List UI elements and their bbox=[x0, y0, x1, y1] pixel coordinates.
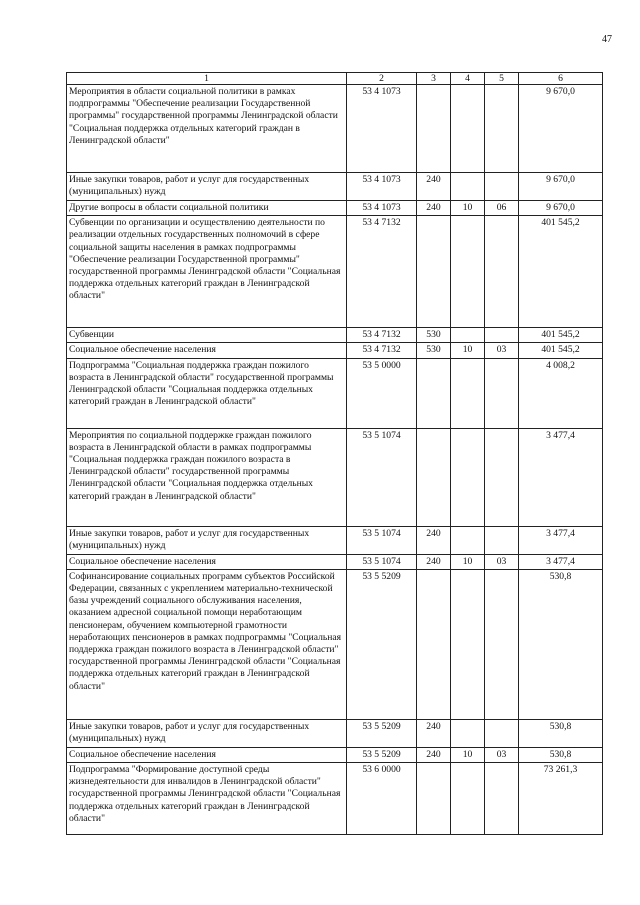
row-sum: 73 261,3 bbox=[519, 763, 603, 835]
row-rz bbox=[451, 428, 485, 526]
row-sum: 9 670,0 bbox=[519, 201, 603, 216]
row-name: Иные закупки товаров, работ и услуг для государственных (муниципальных) нужд bbox=[67, 719, 347, 747]
row-pr bbox=[485, 569, 519, 719]
table-row bbox=[67, 201, 603, 216]
column-header: 4 bbox=[451, 73, 485, 85]
row-name: Иные закупки товаров, работ и услуг для государственных (муниципальных) нужд bbox=[67, 173, 347, 201]
row-vr bbox=[417, 763, 451, 835]
row-sum: 530,8 bbox=[519, 719, 603, 747]
row-pr: 03 bbox=[485, 554, 519, 569]
row-sum: 4 008,2 bbox=[519, 358, 603, 428]
row-code: 53 5 5209 bbox=[347, 569, 417, 719]
row-code: 53 4 1073 bbox=[347, 173, 417, 201]
row-name: Мероприятия в области социальной политики в рамках подпрограммы "Обеспечение реализации Государственной программы" государственной программы Ленинградской области "Социальная поддержка отдельных категорий граждан в Ленинградской области" bbox=[67, 85, 347, 173]
row-rz: 10 bbox=[451, 201, 485, 216]
row-vr: 530 bbox=[417, 328, 451, 343]
row-vr: 240 bbox=[417, 747, 451, 762]
row-code: 53 4 7132 bbox=[347, 216, 417, 328]
row-pr: 06 bbox=[485, 201, 519, 216]
row-pr bbox=[485, 85, 519, 173]
row-vr bbox=[417, 428, 451, 526]
row-rz: 10 bbox=[451, 343, 485, 358]
row-vr: 530 bbox=[417, 343, 451, 358]
table-row bbox=[67, 216, 603, 328]
row-pr bbox=[485, 216, 519, 328]
row-name: Социальное обеспечение населения bbox=[67, 343, 347, 358]
row-pr bbox=[485, 526, 519, 554]
row-pr bbox=[485, 328, 519, 343]
table-row bbox=[67, 569, 603, 719]
column-header: 2 bbox=[347, 73, 417, 85]
table-row bbox=[67, 747, 603, 762]
row-rz bbox=[451, 358, 485, 428]
row-name: Софинансирование социальных программ субъектов Российской Федерации, связанных с укреплением материально-технической базы учреждений социального обслуживания населения, оказанием адресной социальной помощи неработающим пенсионерам, обучением компьютерной грамотности неработающих пенсионеров в рамках подпрограммы "Социальная поддержка граждан пожилого возраста в Ленинградской области" государственной программы Ленинградской области "Социальная поддержка отдельных категорий граждан в Ленинградской области" bbox=[67, 569, 347, 719]
row-sum: 401 545,2 bbox=[519, 216, 603, 328]
row-rz bbox=[451, 569, 485, 719]
row-rz bbox=[451, 216, 485, 328]
row-name: Другие вопросы в области социальной политики bbox=[67, 201, 347, 216]
row-code: 53 4 7132 bbox=[347, 328, 417, 343]
row-name: Социальное обеспечение населения bbox=[67, 554, 347, 569]
row-rz bbox=[451, 85, 485, 173]
row-sum: 9 670,0 bbox=[519, 173, 603, 201]
row-code: 53 6 0000 bbox=[347, 763, 417, 835]
row-rz: 10 bbox=[451, 554, 485, 569]
row-rz bbox=[451, 328, 485, 343]
row-sum: 3 477,4 bbox=[519, 526, 603, 554]
row-name: Подпрограмма "Формирование доступной среды жизнедеятельности для инвалидов в Ленинградской области" государственной программы Ленинградской области "Социальная поддержка отдельных категорий граждан в Ленинградской области" bbox=[67, 763, 347, 835]
row-name: Социальное обеспечение населения bbox=[67, 747, 347, 762]
row-sum: 401 545,2 bbox=[519, 343, 603, 358]
table-row bbox=[67, 554, 603, 569]
row-sum: 530,8 bbox=[519, 747, 603, 762]
row-name: Субвенции bbox=[67, 328, 347, 343]
row-pr bbox=[485, 358, 519, 428]
column-header: 3 bbox=[417, 73, 451, 85]
row-sum: 9 670,0 bbox=[519, 85, 603, 173]
row-vr: 240 bbox=[417, 554, 451, 569]
row-vr bbox=[417, 85, 451, 173]
column-header: 6 bbox=[519, 73, 603, 85]
column-header: 5 bbox=[485, 73, 519, 85]
row-code: 53 5 1074 bbox=[347, 526, 417, 554]
table-row bbox=[67, 173, 603, 201]
table-row bbox=[67, 526, 603, 554]
row-sum: 3 477,4 bbox=[519, 428, 603, 526]
row-code: 53 5 5209 bbox=[347, 747, 417, 762]
table-header-row bbox=[67, 73, 603, 85]
row-name: Субвенции по организации и осуществлению деятельности по реализации отдельных государственных полномочий в сфере социальной защиты населения в рамках подпрограммы "Обеспечение реализации Государственной программы" государственной программы Ленинградской области "Социальная поддержка отдельных категорий граждан в Ленинградской области" bbox=[67, 216, 347, 328]
row-rz bbox=[451, 173, 485, 201]
row-pr bbox=[485, 763, 519, 835]
row-code: 53 5 0000 bbox=[347, 358, 417, 428]
row-code: 53 4 7132 bbox=[347, 343, 417, 358]
row-vr: 240 bbox=[417, 526, 451, 554]
row-pr bbox=[485, 428, 519, 526]
row-vr bbox=[417, 216, 451, 328]
row-pr: 03 bbox=[485, 747, 519, 762]
row-name: Подпрограмма "Социальная поддержка граждан пожилого возраста в Ленинградской области" государственной программы Ленинградской области "Социальная поддержка отдельных категорий граждан в Ленинградской области" bbox=[67, 358, 347, 428]
table-row bbox=[67, 358, 603, 428]
row-vr: 240 bbox=[417, 719, 451, 747]
row-pr: 03 bbox=[485, 343, 519, 358]
row-code: 53 4 1073 bbox=[347, 201, 417, 216]
row-vr: 240 bbox=[417, 173, 451, 201]
table-row bbox=[67, 343, 603, 358]
row-rz: 10 bbox=[451, 747, 485, 762]
row-rz bbox=[451, 719, 485, 747]
row-rz bbox=[451, 763, 485, 835]
row-sum: 3 477,4 bbox=[519, 554, 603, 569]
row-name: Иные закупки товаров, работ и услуг для государственных (муниципальных) нужд bbox=[67, 526, 347, 554]
row-sum: 530,8 bbox=[519, 569, 603, 719]
row-code: 53 5 5209 bbox=[347, 719, 417, 747]
row-name: Мероприятия по социальной поддержке граждан пожилого возраста в Ленинградской области в рамках подпрограммы "Социальная поддержка граждан пожилого возраста в Ленинградской области" государственной программы Ленинградской области "Социальная поддержка отдельных категорий граждан в Ленинградской области" bbox=[67, 428, 347, 526]
table-row bbox=[67, 763, 603, 835]
row-vr bbox=[417, 358, 451, 428]
table-row bbox=[67, 85, 603, 173]
row-pr bbox=[485, 719, 519, 747]
row-sum: 401 545,2 bbox=[519, 328, 603, 343]
row-rz bbox=[451, 526, 485, 554]
budget-table bbox=[66, 72, 603, 835]
row-pr bbox=[485, 173, 519, 201]
page-number: 47 bbox=[602, 34, 612, 45]
row-code: 53 5 1074 bbox=[347, 554, 417, 569]
row-code: 53 5 1074 bbox=[347, 428, 417, 526]
row-vr bbox=[417, 569, 451, 719]
column-header: 1 bbox=[67, 73, 347, 85]
row-vr: 240 bbox=[417, 201, 451, 216]
table-row bbox=[67, 328, 603, 343]
table-row bbox=[67, 428, 603, 526]
table-row bbox=[67, 719, 603, 747]
row-code: 53 4 1073 bbox=[347, 85, 417, 173]
